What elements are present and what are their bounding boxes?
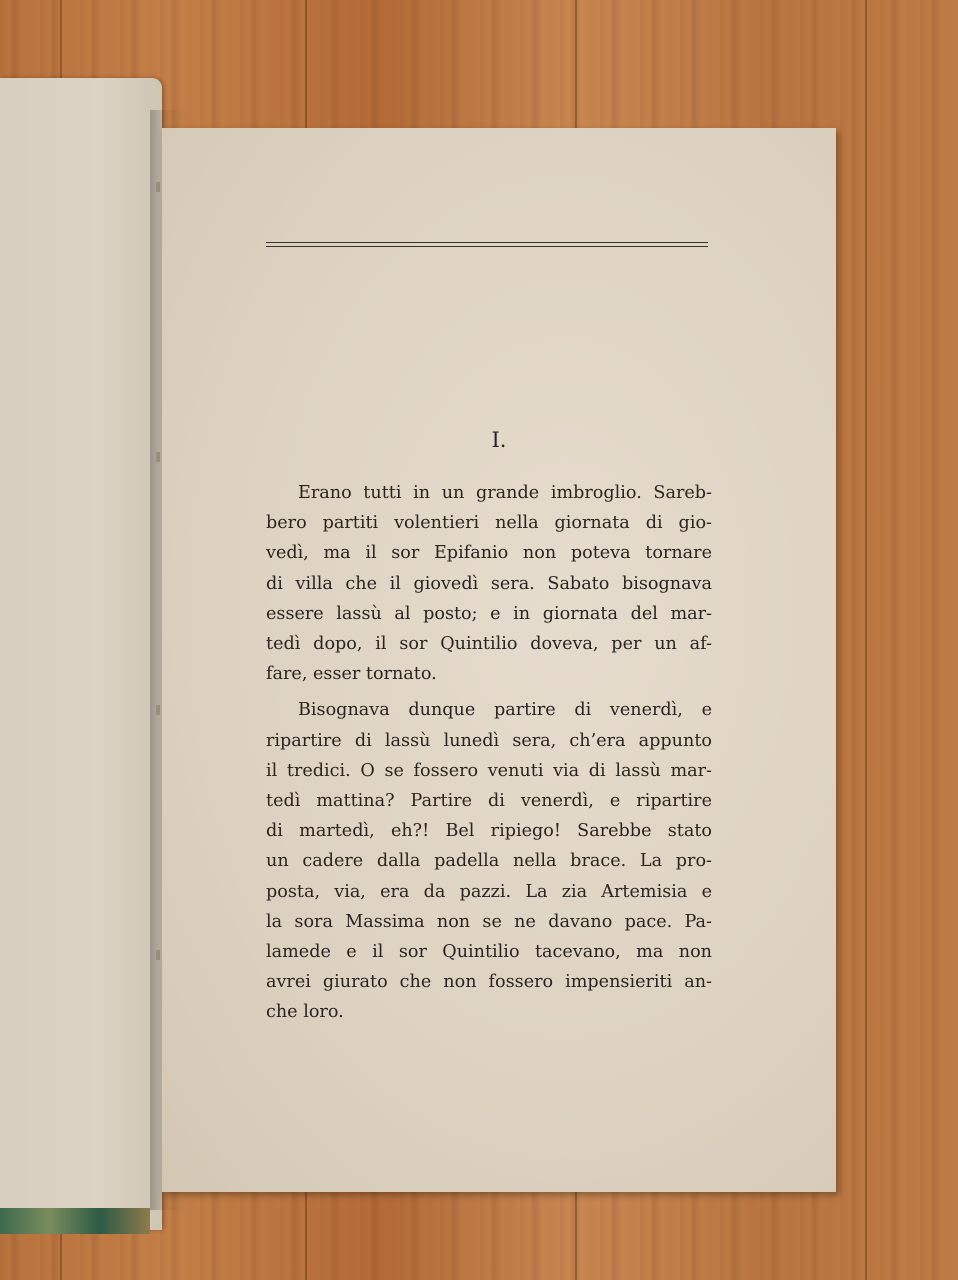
left-page xyxy=(0,78,162,1230)
body-text xyxy=(266,478,712,1028)
binding-stitch xyxy=(156,950,160,960)
text-line: di martedì, eh?! Bel ripiego! Sarebbe stato xyxy=(266,821,712,842)
text-line: la sora Massima non se ne davano pace. Pa- xyxy=(266,911,712,932)
text-line: il tredici. O se fossero venuti via di lassù mar- xyxy=(266,760,712,781)
text-line: avrei giurato che non fossero impensieriti an- xyxy=(266,972,712,993)
text-line: posta, via, era da pazzi. La zia Artemisia e xyxy=(266,881,712,902)
book-cover-edge xyxy=(0,1208,150,1234)
text-line: Erano tutti in un grande imbroglio. Sareb- xyxy=(298,483,712,503)
text-line: un cadere dalla padella nella brace. La pro- xyxy=(266,851,712,872)
wood-seam xyxy=(865,0,867,1280)
text-line: essere lassù al posto; e in giornata del mar- xyxy=(266,603,712,624)
binding-stitch xyxy=(156,452,160,462)
chapter-number: I. xyxy=(491,428,507,452)
text-line: ripartire di lassù lunedì sera, ch’era appunto xyxy=(266,730,712,751)
text-line: bero partiti volentieri nella giornata di gio- xyxy=(266,513,712,534)
text-line: fare, esser tornato. xyxy=(266,664,437,685)
text-line: che loro. xyxy=(266,1002,344,1023)
binding-stitch xyxy=(156,705,160,715)
right-page xyxy=(162,128,836,1192)
binding-stitch xyxy=(156,182,160,192)
text-line: tedì mattina? Partire di venerdì, e ripartire xyxy=(266,791,712,812)
text-line: vedì, ma il sor Epifanio non poteva tornare xyxy=(266,543,712,564)
text-line: di villa che il giovedì sera. Sabato bisognava xyxy=(266,573,712,594)
text-line: tedì dopo, il sor Quintilio doveva, per un af- xyxy=(266,634,712,655)
text-line: lamede e il sor Quintilio tacevano, ma non xyxy=(266,942,712,963)
text-line: Bisognava dunque partire di venerdì, e xyxy=(298,700,712,721)
header-rule xyxy=(266,242,708,247)
